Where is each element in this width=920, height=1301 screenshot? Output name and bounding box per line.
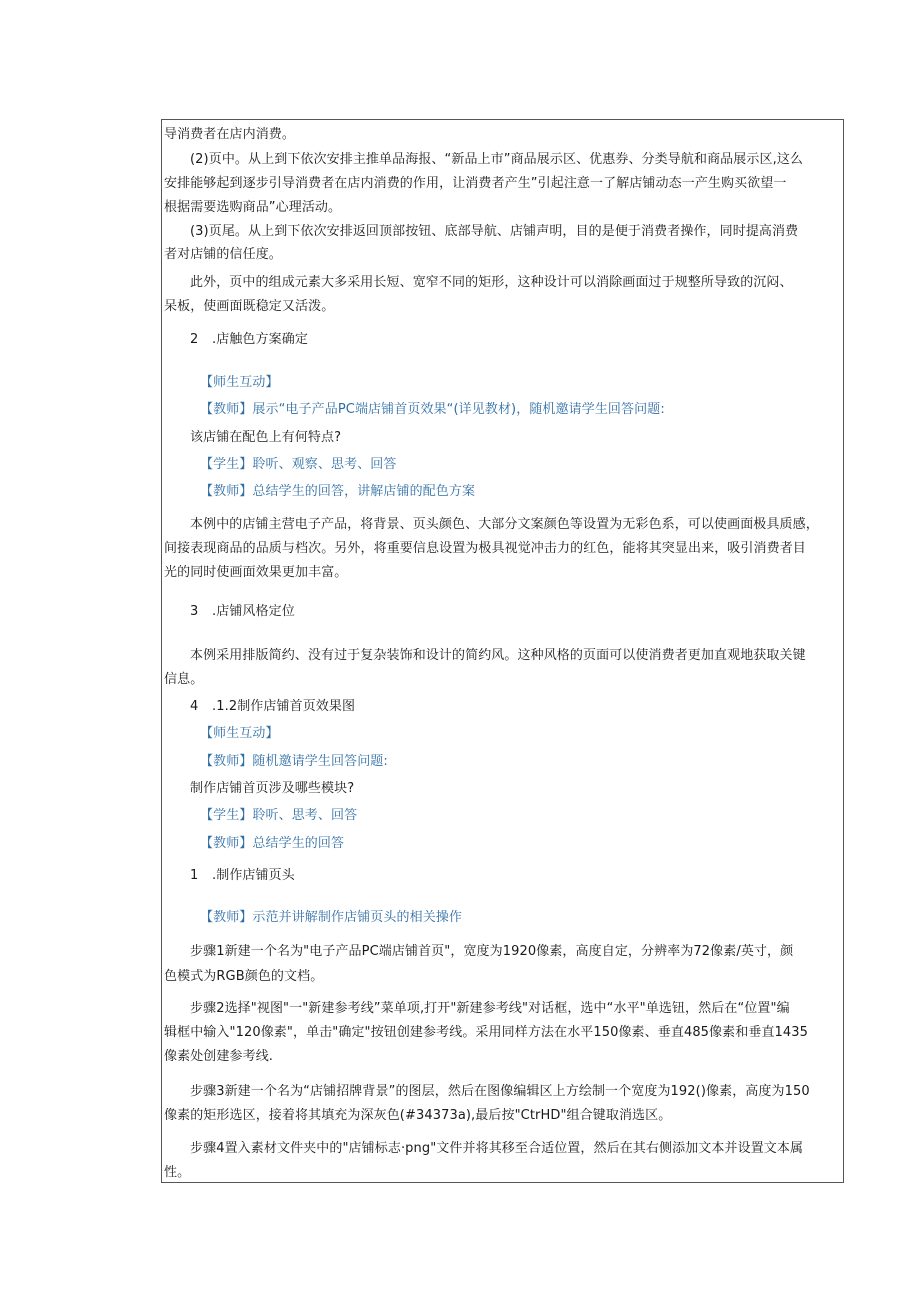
section-number: 1 — [190, 868, 199, 883]
teacher-line: 【教师】总结学生的回答，讲解店铺的配色方案 — [200, 484, 476, 499]
teacher-line: 【教师】展示“电子产品PC端店铺首页效果“(详见教材)，随机邀请学生回答问题: — [200, 402, 665, 417]
text-line: 根据需要选购商品”心理活动。 — [164, 200, 342, 215]
interaction-label: 【师生互动】 — [200, 375, 279, 390]
teacher-line: 【教师】随机邀请学生回答问题: — [200, 754, 388, 769]
teacher-line: 【教师】示范并讲解制作店铺页头的相关操作 — [200, 910, 463, 925]
section-heading — [190, 603, 295, 621]
step-line: 步骤1新建一个名为"电子产品PC端店铺首页"，宽度为1920像素，高度自定，分辨率为72像素/英寸，颜 — [190, 944, 794, 959]
text-line: (2)页中。从上到下依次安排主推单品海报、“新品上市”商品展示区、优惠券、分类导航和商品展示区,这么 — [190, 152, 804, 167]
text-line: 者对店铺的信任度。 — [164, 247, 282, 262]
text-line: 导消费者在店内消费。 — [164, 127, 296, 142]
section-heading — [190, 331, 308, 349]
text-line: 间接表现商品的品质与档次。另外，将重要信息设置为极具视觉冲击力的红色，能将其突显出来，吸引消费者目 — [164, 541, 806, 556]
interaction-label: 【师生互动】 — [200, 726, 279, 741]
text-line: (3)页尾。从上到下依次安排返回顶部按钮、底部导航、店铺声明，目的是便于消费者操作，同时提高消费 — [190, 224, 799, 239]
step-line: 步骤4置入素材文件夹中的"店铺标志·png"文件并将其移至合适位置，然后在其右侧添加文本并设置文本属 — [190, 1141, 804, 1156]
text-line: 本例中的店铺主营电子产品，将背景、页头颜色、大部分文案颜色等设置为无彩色系，可以使画面极具质感， — [190, 517, 819, 532]
text-line: 信息。 — [164, 672, 204, 687]
text-line: 安排能够起到逐步引导消费者在店内消费的作用，让消费者产生”引起注意一了解店铺动态一产生购买欲望一 — [164, 176, 787, 191]
teacher-line: 【教师】总结学生的回答 — [200, 836, 345, 851]
step-line: 像素的矩形选区，接着将其填充为深灰色(#34373a),最后按"CtrHD"组合键取消选区。 — [164, 1108, 672, 1123]
question-line: 制作店铺首页涉及哪些模块? — [190, 781, 355, 796]
text-line: 本例采用排版简约、没有过于复杂装饰和设计的简约风。这种风格的页面可以使消费者更加直观地获取关键 — [190, 648, 806, 663]
section-heading — [190, 698, 355, 716]
section-heading — [190, 867, 295, 885]
text-line: 呆板，使画面既稳定又活泼。 — [164, 299, 335, 314]
step-line: 辑框中输入"120像素"，单击"确定"按钮创建参考线。采用同样方法在水平150像素、垂直485像素和垂直1435 — [164, 1025, 809, 1040]
step-line: 步骤2选择"视图"一"新建参考线”菜单项,打开"新建参考线"对话框，选中“水平"单选钮，然后在“位置"编 — [190, 1001, 790, 1016]
section-title: .店铺风格定位 — [212, 604, 295, 619]
student-line: 【学生】聆听、观察、思考、回答 — [200, 457, 397, 472]
section-number: 4 — [190, 699, 199, 714]
text-line: 此外，页中的组成元素大多采用长短、宽窄不同的矩形，这种设计可以消除画面过于规整所导致的沉闷、 — [190, 275, 793, 290]
section-title: .1.2制作店铺首页效果图 — [212, 699, 356, 714]
section-number: 2 — [190, 332, 199, 347]
step-line: 像素处创建参考线. — [164, 1049, 274, 1064]
step-line: 性。 — [164, 1165, 191, 1180]
text-line: 光的同时使画面效果更加丰富。 — [164, 565, 348, 580]
step-line: 步骤3新建一个名为“店铺招牌背景”的图层，然后在图像编辑区上方绘制一个宽度为192()像素，高度为150 — [190, 1084, 810, 1099]
step-line: 色模式为RGB颜色的文档。 — [164, 969, 324, 984]
question-line: 该店铺在配色上有何特点? — [190, 430, 342, 445]
section-title: .制作店铺页头 — [212, 868, 295, 883]
section-number: 3 — [190, 604, 199, 619]
section-title: .店触色方案确定 — [212, 332, 308, 347]
student-line: 【学生】聆听、思考、回答 — [200, 808, 358, 823]
